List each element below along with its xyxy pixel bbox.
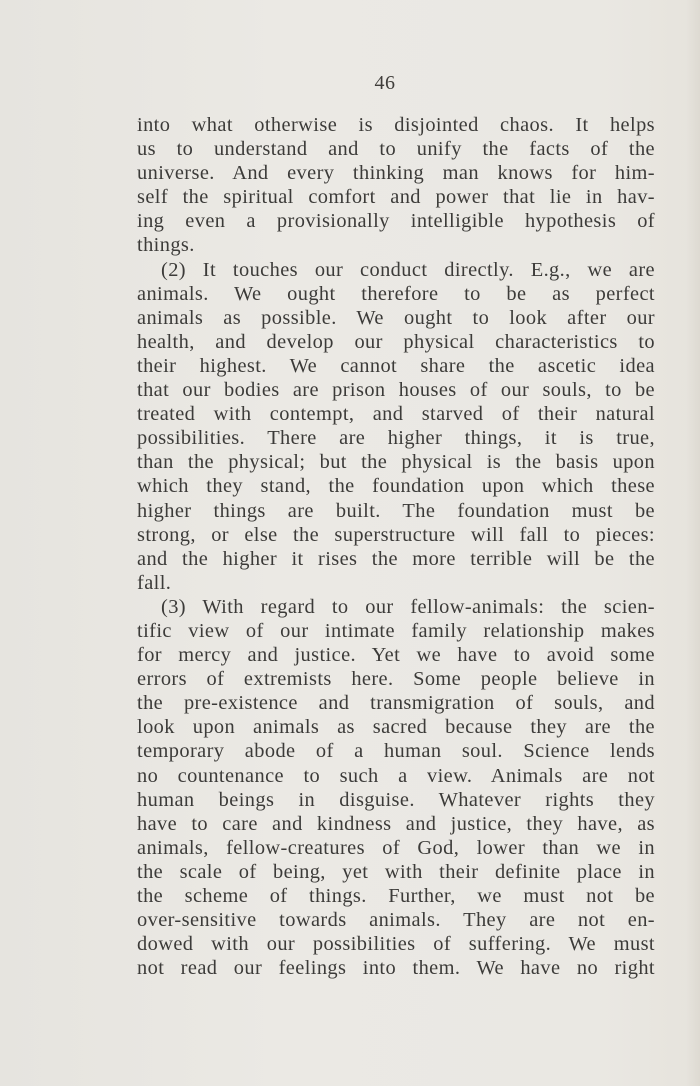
text-line: which they stand, the foundation upon which these (137, 475, 655, 498)
text-line: health, and develop our physical characteristics to (137, 330, 655, 353)
page-edge-shadow (686, 0, 700, 1086)
text-line: the pre-existence and transmigration of souls, and (137, 692, 655, 715)
text-line: that our bodies are prison houses of our souls, to be (137, 379, 655, 402)
text-line: look upon animals as sacred because they are the (137, 716, 655, 739)
text-line: dowed with our possibilities of suffering. We must (137, 933, 655, 956)
page-number: 46 (374, 72, 396, 94)
text-line: animals, fellow-creatures of God, lower than we in (137, 836, 655, 859)
text-line: than the physical; but the physical is the basis upon (137, 451, 655, 474)
text-line: universe. And every thinking man knows for him- (137, 162, 655, 185)
text-line: and the higher it rises the more terrible will be the (137, 547, 655, 570)
text-line: treated with contempt, and starved of their natural (137, 403, 655, 426)
text-line: for mercy and justice. Yet we have to avoid some (137, 644, 655, 667)
text-line: into what otherwise is disjointed chaos. It helps (137, 114, 655, 136)
body-text (137, 113, 655, 980)
text-line: possibilities. There are higher things, it is true, (137, 427, 655, 450)
text-line: temporary abode of a human soul. Science lends (137, 740, 655, 763)
text-line: things. (137, 234, 195, 257)
text-line: ing even a provisionally intelligible hypothesis of (137, 210, 655, 233)
text-line: their highest. We cannot share the ascetic idea (137, 354, 655, 377)
text-line: have to care and kindness and justice, they have, as (137, 812, 655, 835)
text-line: fall. (137, 571, 172, 594)
text-line: errors of extremists here. Some people believe in (137, 668, 655, 691)
text-line: us to understand and to unify the facts of the (137, 138, 655, 161)
text-line: animals. We ought therefore to be as perfect (137, 282, 655, 305)
text-line: the scale of being, yet with their definite place in (137, 860, 655, 883)
paragraph-start-line: (3) With regard to our fellow-animals: the scien- (161, 595, 655, 618)
text-line: animals as possible. We ought to look after our (137, 306, 655, 329)
paragraph-start-line: (2) It touches our conduct directly. E.g., we are (161, 258, 655, 281)
text-line: self the spiritual comfort and power that lie in hav- (137, 186, 655, 209)
text-line: the scheme of things. Further, we must not be (137, 885, 655, 907)
text-line: human beings in disguise. Whatever rights they (137, 788, 655, 811)
text-line: not read our feelings into them. We have no right (137, 957, 655, 980)
text-line: over-sensitive towards animals. They are not en- (137, 909, 655, 932)
text-line: higher things are built. The foundation must be (137, 499, 655, 522)
text-line: strong, or else the superstructure will fall to pieces: (137, 523, 655, 546)
text-line: tific view of our intimate family relationship makes (137, 619, 655, 642)
text-line: no countenance to such a view. Animals are not (137, 764, 655, 787)
